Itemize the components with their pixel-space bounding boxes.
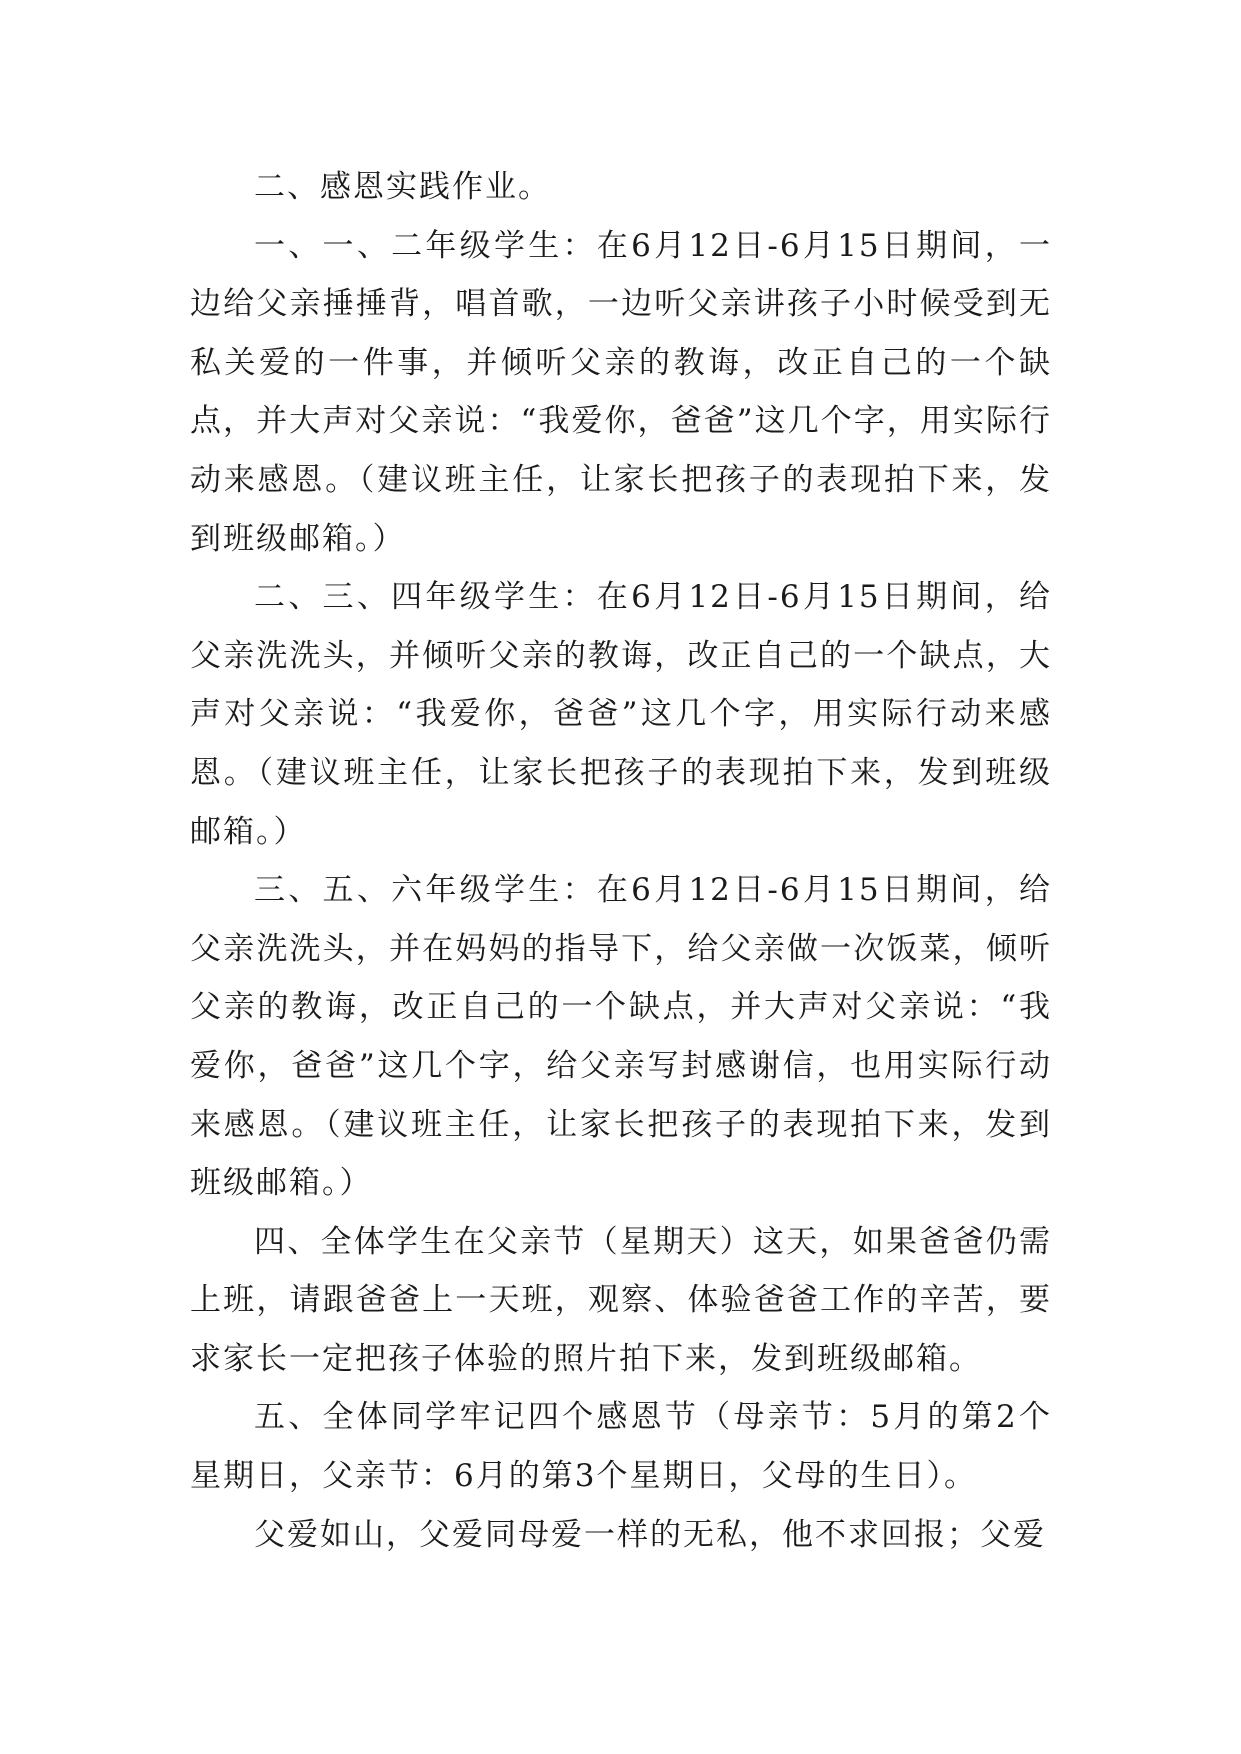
- paragraph-fatherly-love: 父爱如山，父爱同母爱一样的无私，他不求回报；父爱: [254, 1516, 1046, 1553]
- paragraph-gratitude-days: 五、全体同学牢记四个感恩节（母亲节：5月的第2个星期日，父亲节：6月的第3个星期日，父母的生日）。: [190, 1399, 1052, 1495]
- paragraph-grade-5-6: 三、五、六年级学生：在6月12日-6月15日期间，给父亲洗洗头，并在妈妈的指导下，给父亲做一次饭菜，倾听父亲的教诲，改正自己的一个缺点，并大声对父亲说：“我爱你，爸爸”这几个字，给父亲写封感谢信，也用实际行动来感恩。（建议班主任，让家长把孩子的表现拍下来，发到班级邮箱。）: [190, 872, 1052, 1202]
- paragraph-grade-1-2: 一、一、二年级学生：在6月12日-6月15日期间，一边给父亲捶捶背，唱首歌，一边听父亲讲孩子小时候受到无私关爱的一件事，并倾听父亲的教诲，改正自己的一个缺点，并大声对父亲说：“我爱你，爸爸”这几个字，用实际行动来感恩。（建议班主任，让家长把孩子的表现拍下来，发到班级邮箱。）: [190, 227, 1052, 557]
- document-body: [190, 158, 1052, 1564]
- paragraph-grade-3-4: 二、三、四年级学生：在6月12日-6月15日期间，给父亲洗洗头，并倾听父亲的教诲，改正自己的一个缺点，大声对父亲说：“我爱你，爸爸”这几个字，用实际行动来感恩。（建议班主任，让家长把孩子的表现拍下来，发到班级邮箱。）: [190, 579, 1052, 850]
- paragraph-section-heading: 二、感恩实践作业。: [254, 169, 551, 205]
- paragraph-fathers-day: 四、全体学生在父亲节（星期天）这天，如果爸爸仍需上班，请跟爸爸上一天班，观察、体验爸爸工作的辛苦，要求家长一定把孩子体验的照片拍下来，发到班级邮箱。: [190, 1223, 1052, 1377]
